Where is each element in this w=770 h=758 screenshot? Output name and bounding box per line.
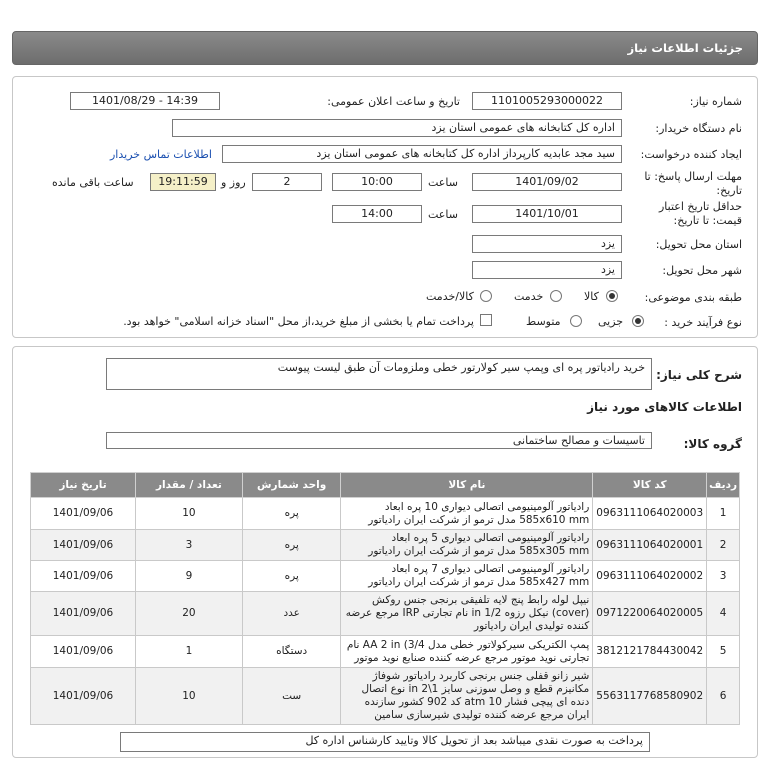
goods-group-field[interactable]: تاسیسات و مصالح ساختمانی [106, 432, 652, 449]
category-option-goods-service: کالا/خدمت [426, 290, 474, 303]
validity-time-label: ساعت [428, 208, 458, 221]
cell-date: 1401/09/06 [31, 668, 136, 725]
table-row[interactable] [31, 668, 740, 725]
category-option-goods: کالا [584, 290, 599, 303]
goods-table [30, 472, 740, 725]
deadline-time-label: ساعت [428, 176, 458, 189]
cell-row: 2 [707, 530, 740, 561]
summary-field[interactable]: خرید رادیاتور پره ای وپمپ سیر کولارتور خطی وملزومات آن طبق لیست پیوست [106, 358, 652, 390]
validity-label-line2: قیمت: تا تاریخ: [673, 214, 742, 227]
col-header-name: نام کالا [341, 473, 593, 498]
deadline-label-line1: مهلت ارسال پاسخ: تا [644, 170, 742, 183]
cell-row: 4 [707, 592, 740, 636]
cell-row: 5 [707, 636, 740, 668]
validity-time-field[interactable]: 14:00 [332, 205, 422, 223]
deadline-date-field[interactable]: 1401/09/02 [472, 173, 622, 191]
cell-date: 1401/09/06 [31, 498, 136, 530]
validity-label-line1: حداقل تاریخ اعتبار [658, 200, 742, 213]
col-header-row: ردیف [707, 473, 740, 498]
buyer-notes-field[interactable]: پرداخت به صورت نقدی میباشد بعد از تحویل کالا وتایید کارشناس اداره کل [120, 732, 650, 752]
cell-date: 1401/09/06 [31, 561, 136, 592]
table-row[interactable] [31, 561, 740, 592]
creator-label: ایجاد کننده درخواست: [640, 148, 742, 161]
cell-date: 1401/09/06 [31, 592, 136, 636]
cell-qty: 10 [135, 668, 242, 725]
table-row[interactable] [31, 498, 740, 530]
validity-date-field[interactable]: 1401/10/01 [472, 205, 622, 223]
process-option-medium: متوسط [526, 315, 561, 328]
cell-code: 3812121784430042 [593, 636, 707, 668]
creator-field[interactable]: سید مجد عابدیه کارپرداز اداره کل کتابخانه های عمومی استان یزد [222, 145, 622, 163]
summary-label: شرح کلی نیاز: [656, 368, 742, 382]
cell-code: 0971220064020005 [593, 592, 707, 636]
cell-unit: عدد [242, 592, 341, 636]
cell-name: رادیاتور آلومینیومی اتصالی دیواری 5 پره ابعاد 585x305 mm مدل ترمو از شرکت ایران رادیاتور [341, 530, 593, 561]
cell-name: شیر زانو قفلی جنس برنجی کاربرد رادیاتور شوفاژ مکانیزم قطع و وصل سوزنی سایز in 2\1 نوع اتصال دنده ای پیچی فشار 10 atm کد 902 کشور سازنده ایران مرجع عرضه کننده تولیدی شیرسازی سامین [341, 668, 593, 725]
cell-name: رادیاتور آلومینیومی اتصالی دیواری 7 پره ابعاد 585x427 mm مدل ترمو از شرکت ایران رادیاتور [341, 561, 593, 592]
cell-row: 1 [707, 498, 740, 530]
cell-qty: 3 [135, 530, 242, 561]
buyer-field[interactable]: اداره کل کتابخانه های عمومی استان یزد [172, 119, 622, 137]
category-radio-service[interactable] [550, 290, 562, 302]
province-field[interactable]: یزد [472, 235, 622, 253]
deadline-time-field[interactable]: 10:00 [332, 173, 422, 191]
col-header-unit: واحد شمارش [242, 473, 341, 498]
need-number-label: شماره نیاز: [689, 95, 742, 108]
cell-unit: پره [242, 561, 341, 592]
category-radio-goods[interactable] [606, 290, 618, 302]
cell-qty: 10 [135, 498, 242, 530]
announce-field[interactable]: 1401/08/29 - 14:39 [70, 92, 220, 110]
cell-code: 5563117768580902 [593, 668, 707, 725]
cell-unit: پره [242, 498, 341, 530]
process-radio-medium[interactable] [570, 315, 582, 327]
process-option-minor: جزیی [598, 315, 624, 328]
cell-date: 1401/09/06 [31, 636, 136, 668]
province-label: استان محل تحویل: [655, 238, 742, 251]
city-label: شهر محل تحویل: [662, 264, 742, 277]
cell-date: 1401/09/06 [31, 530, 136, 561]
table-row[interactable] [31, 636, 740, 668]
page-header [12, 31, 758, 65]
col-header-date: تاریخ نیاز [31, 473, 136, 498]
category-radio-goods-service[interactable] [480, 290, 492, 302]
table-header-row [31, 473, 740, 498]
cell-unit: پره [242, 530, 341, 561]
cell-unit: ست [242, 668, 341, 725]
category-label: طبقه بندی موضوعی: [644, 291, 742, 304]
process-label: نوع فرآیند خرید : [664, 316, 742, 329]
col-header-qty: تعداد / مقدار [135, 473, 242, 498]
goods-section-title: اطلاعات کالاهای مورد نیاز [587, 400, 742, 414]
cell-code: 0963111064020002 [593, 561, 707, 592]
cell-name: نیپل لوله رابط پنج لایه تلفیقی برنجی جنس روکش (cover) نیکل رزوه in 1/2 نام تجارتی IRP مرجع عرضه کننده تولیدی ایران رادیاتور [341, 592, 593, 636]
need-number-field[interactable]: 1101005293000022 [472, 92, 622, 110]
process-radio-minor[interactable] [632, 315, 644, 327]
cell-code: 0963111064020003 [593, 498, 707, 530]
buyer-contact-link[interactable]: اطلاعات تماس خریدار [110, 148, 212, 161]
treasury-note: پرداخت تمام یا بخشی از مبلغ خرید،از محل "اسناد خزانه اسلامی" خواهد بود. [123, 315, 474, 328]
goods-group-label: گروه کالا: [683, 437, 742, 451]
page-title: جزئیات اطلاعات نیاز [627, 41, 743, 55]
category-option-service: خدمت [514, 290, 544, 303]
deadline-label-line2: تاریخ: [716, 184, 742, 197]
cell-unit: دستگاه [242, 636, 341, 668]
remaining-time-field: 19:11:59 [150, 173, 216, 191]
city-field[interactable]: یزد [472, 261, 622, 279]
table-row[interactable] [31, 530, 740, 561]
col-header-code: کد کالا [593, 473, 707, 498]
cell-qty: 20 [135, 592, 242, 636]
cell-row: 6 [707, 668, 740, 725]
buyer-label: نام دستگاه خریدار: [655, 122, 742, 135]
days-label: روز و [221, 176, 246, 189]
treasury-checkbox[interactable] [480, 314, 492, 326]
cell-qty: 1 [135, 636, 242, 668]
table-row[interactable] [31, 592, 740, 636]
cell-name: پمپ الکتریکی سیرکولاتور خطی مدل AA 2 in (3/4 نام تجارتی نوید موتور مرجع عرضه کننده صنایع نوید موتور [341, 636, 593, 668]
cell-qty: 9 [135, 561, 242, 592]
remaining-label: ساعت باقی مانده [52, 176, 134, 189]
cell-row: 3 [707, 561, 740, 592]
announce-label: تاریخ و ساعت اعلان عمومی: [327, 95, 460, 108]
cell-name: رادیاتور آلومینیومی اتصالی دیواری 10 پره ابعاد 585x610 mm مدل ترمو از شرکت ایران رادیاتور [341, 498, 593, 530]
days-field[interactable]: 2 [252, 173, 322, 191]
cell-code: 0963111064020001 [593, 530, 707, 561]
